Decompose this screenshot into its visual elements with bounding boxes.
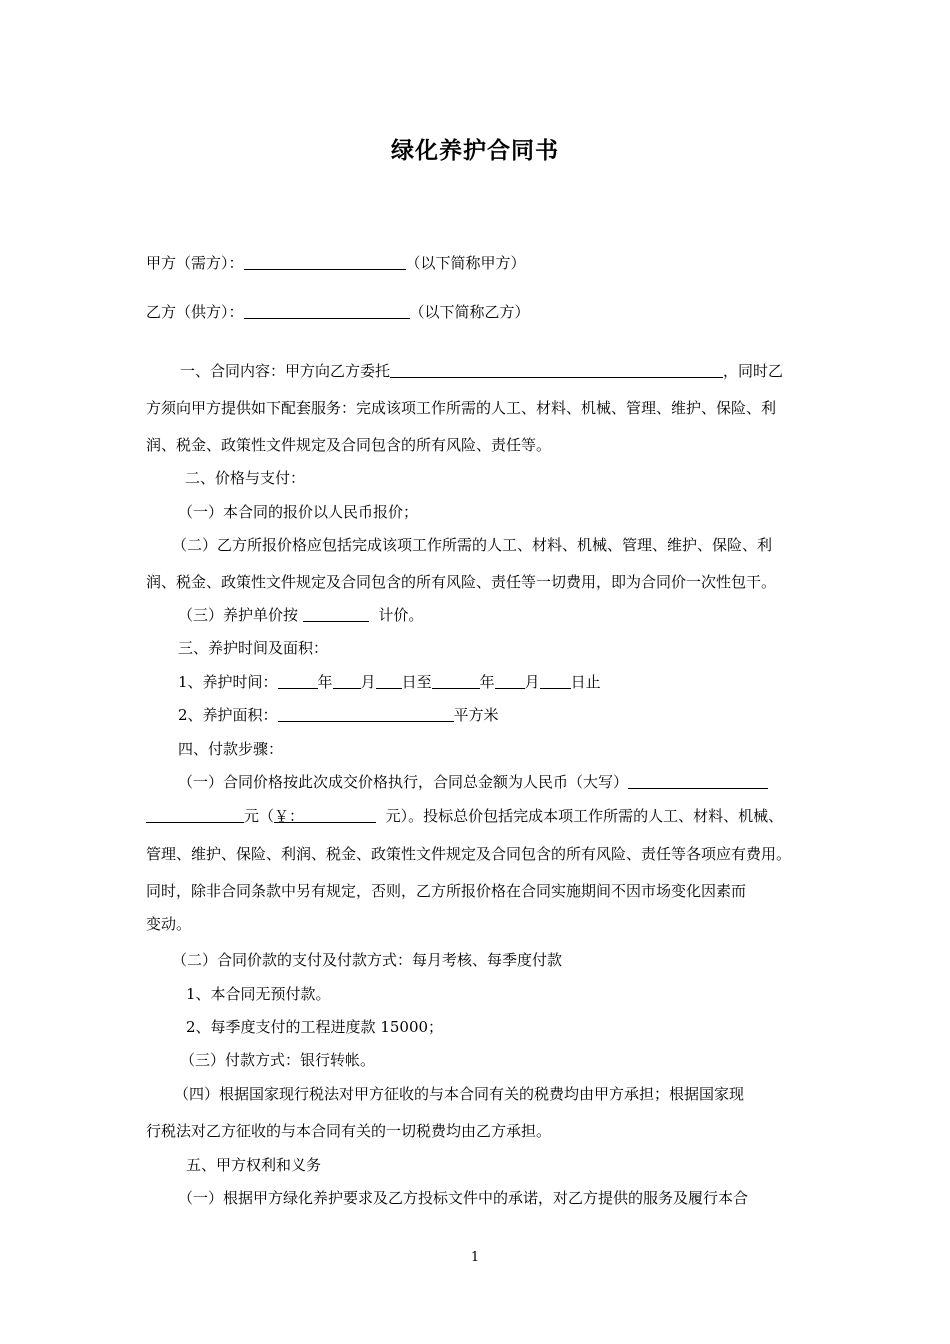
section4-p1-line4: 同时，除非合同条款中另有规定，否则，乙方所报价格在合同实施期间不因市场变化因素而 <box>146 882 747 900</box>
party-b-blank <box>244 303 410 319</box>
day-to-label: 日至 <box>401 673 432 691</box>
area-blank <box>278 706 454 722</box>
section2-p3 <box>178 605 423 625</box>
section4-p1-line5: 变动。 <box>146 915 192 933</box>
section4-p2-item2: 2、每季度支付的工程进度款 15000； <box>186 1018 444 1036</box>
section3-heading: 三、养护时间及面积： <box>178 639 329 657</box>
section5-p1: （一）根据甲方绿化养护要求及乙方投标文件中的承诺，对乙方提供的服务及履行本合 <box>178 1189 749 1207</box>
area-unit: 平方米 <box>453 706 499 724</box>
total-amount-text: （一）合同价格按此次成交价格执行，合同总金额为人民币（大写） <box>178 773 629 791</box>
section4-p1-rest: 元）。投标总价包括完成本项工作所需的人工、材料、机械、 <box>385 807 784 825</box>
yuan-symbol: ￥： <box>274 807 305 825</box>
section1-line3: 润、税金、政策性文件规定及合同包含的所有风险、责任等。 <box>146 436 552 454</box>
section5-heading: 五、甲方权利和义务 <box>186 1156 322 1174</box>
month-label: 月 <box>524 673 540 691</box>
area-label: 2、养护面积： <box>178 706 278 724</box>
month-label: 月 <box>360 673 376 691</box>
party-a-line <box>146 253 526 273</box>
amount-words-blank <box>628 773 768 789</box>
section4-p1-line2 <box>146 806 783 826</box>
section4-p1-line1 <box>178 772 768 792</box>
section4-p4b: 行税法对乙方征收的与本合同有关的一切税费均由乙方承担。 <box>146 1122 552 1140</box>
party-b-line <box>146 302 530 322</box>
year-label: 年 <box>317 673 333 691</box>
section4-p1-line3: 管理、维护、保险、利润、税金、政策性文件规定及合同包含的所有风险、责任等各项应有费用。 <box>146 845 792 863</box>
year-label: 年 <box>479 673 495 691</box>
party-b-suffix: （以下简称乙方） <box>409 303 530 321</box>
unit-price-blank <box>303 606 369 622</box>
section2-heading: 二、价格与支付： <box>185 469 306 487</box>
section2-p1: （一）本合同的报价以人民币报价； <box>178 503 419 521</box>
party-a-label: 甲方（需方）： <box>146 254 244 272</box>
maintenance-time-line <box>178 672 601 692</box>
section4-p4a: （四）根据国家现行税法对甲方征收的与本合同有关的税费均由甲方承担；根据国家现 <box>174 1085 745 1103</box>
end-month-blank <box>495 673 525 689</box>
page-number: 1 <box>470 1250 480 1265</box>
section4-p3: （三）付款方式：银行转帐。 <box>180 1051 376 1069</box>
end-day-blank <box>540 673 571 689</box>
time-label: 1、养护时间： <box>178 673 278 691</box>
section4-p2: （二）合同价款的支付及付款方式：每月考核、每季度付款 <box>172 951 563 969</box>
end-year-blank <box>432 673 480 689</box>
section2-p2b: 润、税金、政策性文件规定及合同包含的所有风险、责任等一切费用，即为合同价一次性包干。 <box>146 573 777 591</box>
start-month-blank <box>333 673 361 689</box>
yuan-label: 元（ <box>244 807 275 825</box>
amount-words-blank-cont <box>146 807 244 823</box>
document-title: 绿化养护合同书 <box>391 137 559 164</box>
unit-price-label: （三）养护单价按 <box>178 606 299 624</box>
amount-figure-blank <box>304 807 376 823</box>
section1-text-a: 一、合同内容：甲方向乙方委托 <box>180 362 391 380</box>
start-year-blank <box>278 673 318 689</box>
maintenance-area-line <box>178 705 499 725</box>
entrust-blank <box>390 362 723 378</box>
party-a-suffix: （以下简称甲方） <box>405 254 526 272</box>
party-a-blank <box>244 254 406 270</box>
unit-price-suffix: 计价。 <box>378 606 424 624</box>
section4-p2-item1: 1、本合同无预付款。 <box>186 985 331 1003</box>
section1-line2: 方须向甲方提供如下配套服务：完成该项工作所需的人工、材料、机械、管理、维护、保险、利 <box>146 399 777 417</box>
day-end-label: 日止 <box>570 673 601 691</box>
section1-line1 <box>180 361 783 381</box>
section1-text-b: ，同时乙 <box>723 362 784 380</box>
section2-p2a: （二）乙方所报价格应包括完成该项工作所需的人工、材料、机械、管理、维护、保险、利 <box>172 536 773 554</box>
section4-heading: 四、付款步骤： <box>178 740 284 758</box>
start-day-blank <box>376 673 402 689</box>
party-b-label: 乙方（供方）： <box>146 303 244 321</box>
